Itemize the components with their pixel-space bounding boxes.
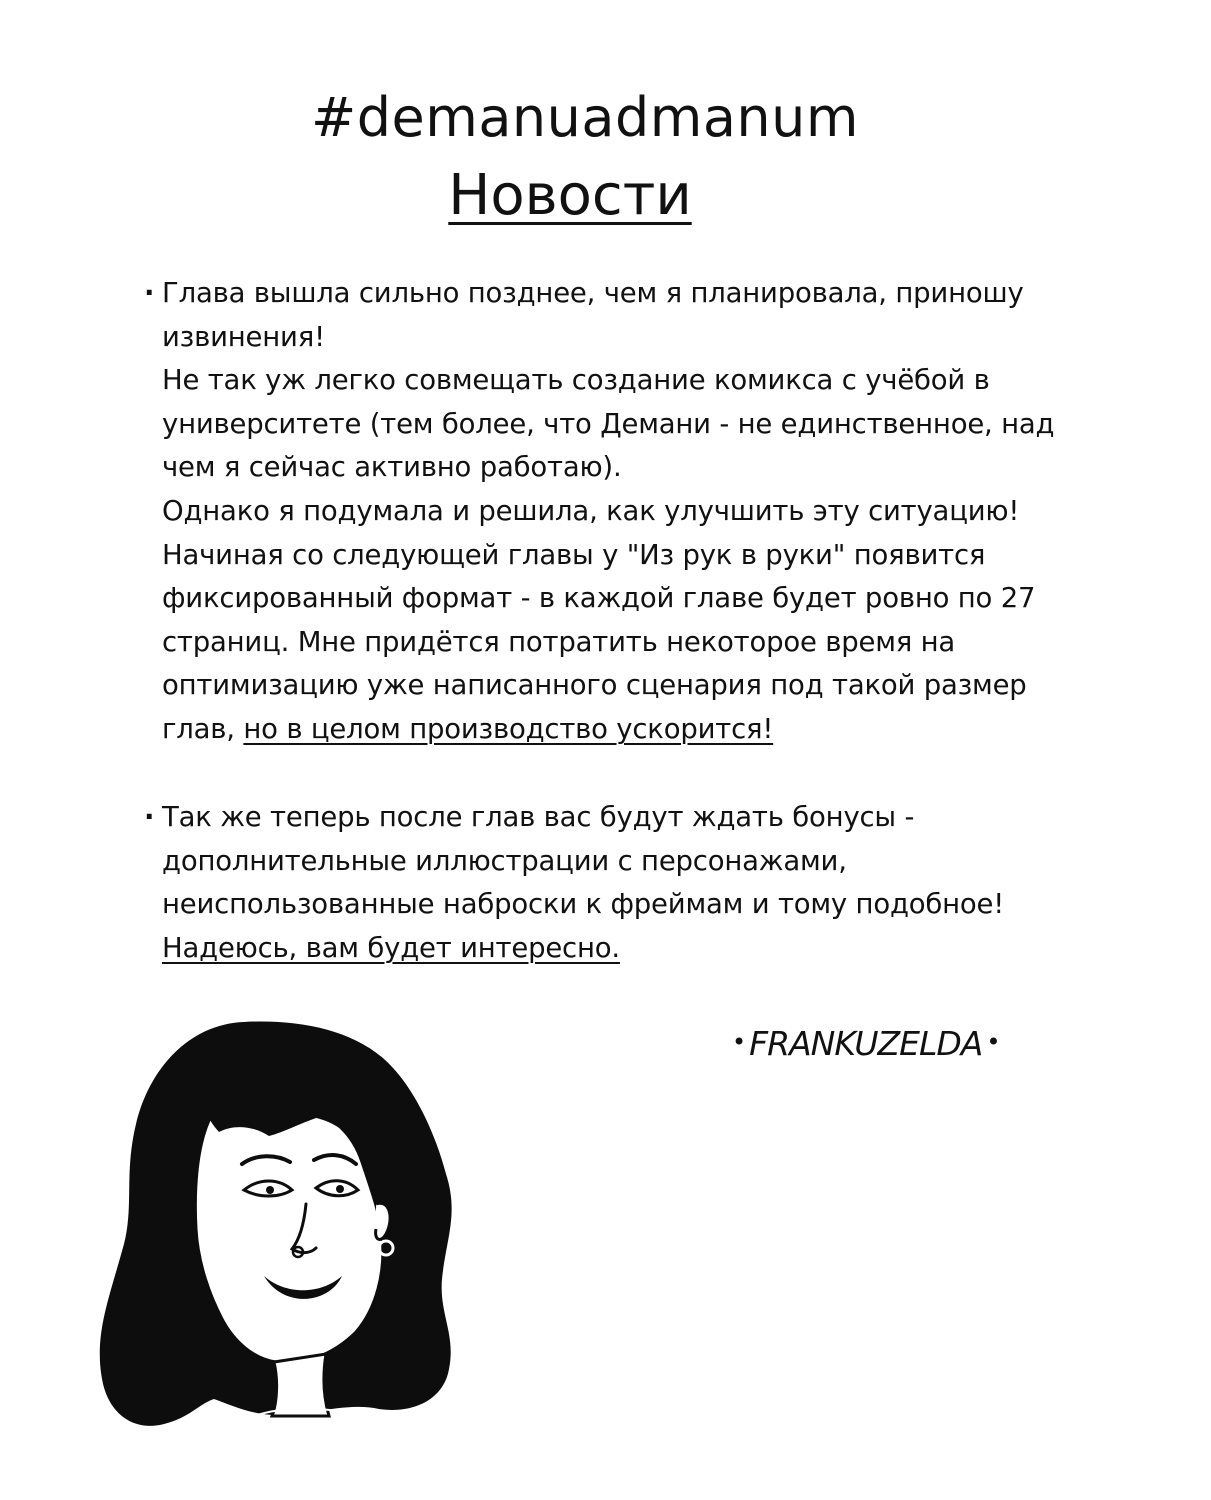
news-line-prefix: глав, [162,712,244,745]
news-item-2 [144,796,1072,970]
bullet-icon: · [144,801,155,833]
news-line: Так же теперь после глав вас будут ждать бонусы - [162,801,915,833]
news-line: неиспользованные наброски к фреймам и тому подобное! [162,888,1005,921]
bullet-icon: · [144,277,155,309]
news-line: фиксированный формат - в каждой главе будет ровно по 27 [162,582,1036,615]
news-item-1 [144,272,1072,752]
news-line-underlined-row [162,927,1072,971]
hashtag-heading: #demanuadmanum [310,86,859,149]
news-line: университете (тем более, что Демани - не единственное, над [162,407,1055,440]
news-line: Однако я подумала и решила, как улучшить эту ситуацию! [162,494,1020,527]
news-line: Глава вышла сильно позднее, чем я планировала, приношу [162,277,1024,309]
page-title-text: Новости [448,163,692,228]
signature-dot-left: • [732,1028,746,1056]
news-line-underlined: Надеюсь, вам будет интересно. [162,931,620,964]
pupil-right [336,1185,344,1193]
news-line: Не так уж легко совмещать создание комикса с учёбой в [162,364,990,397]
signature-name: FRANKUZELDA [749,1024,983,1063]
news-line-underlined: но в целом производство ускорится! [243,712,774,745]
news-line: извинения! [162,320,325,353]
news-line: дополнительные иллюстрации с персонажами, [162,844,847,877]
news-line: Начиная со следующей главы у "Из рук в руки" появится [162,538,986,571]
author-signature [728,1024,1004,1064]
pupil-left [266,1186,274,1194]
author-portrait-illustration [94,1014,464,1434]
signature-dot-right: • [986,1028,1000,1056]
news-line: чем я сейчас активно работаю). [162,451,622,484]
news-line: оптимизацию уже написанного сценария под такой размер [162,669,1027,702]
news-line: страниц. Мне придётся потратить некоторое время на [162,625,956,658]
neck-shape [272,1354,329,1416]
news-line-last [162,708,1072,752]
page-title [0,165,1140,227]
